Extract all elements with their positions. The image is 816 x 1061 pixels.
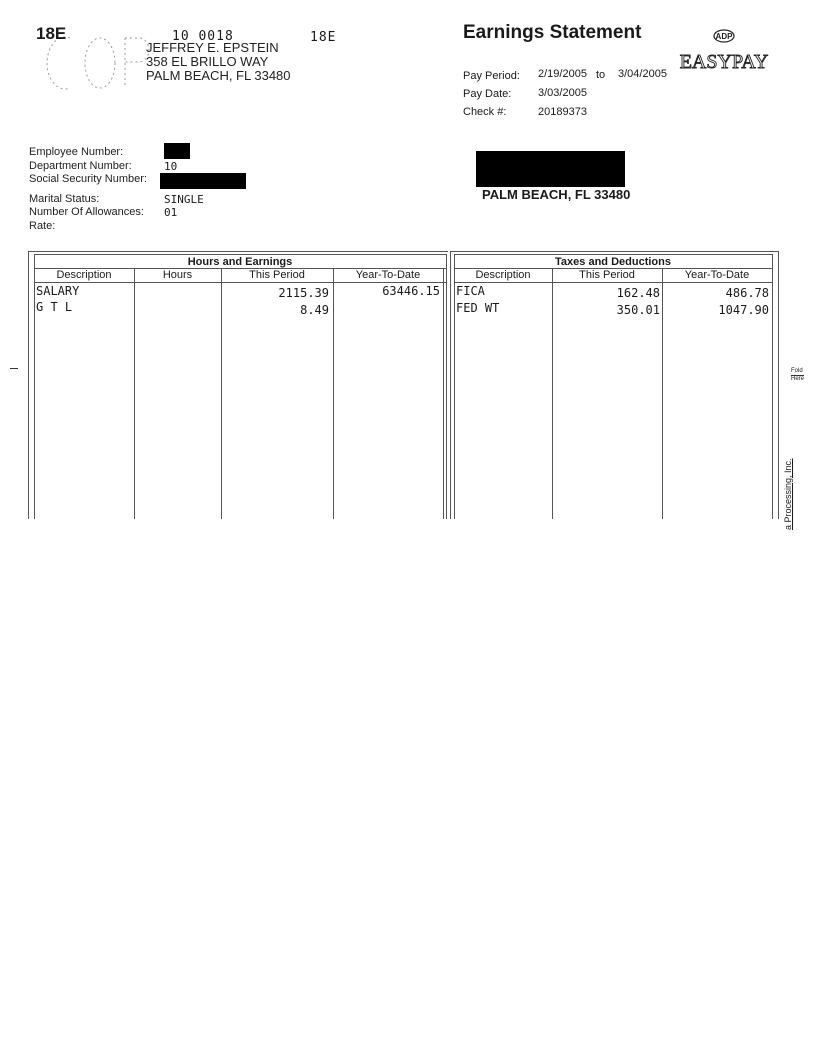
pay-period-to: to — [596, 69, 606, 81]
statement-title: Earnings Statement — [463, 22, 642, 43]
rate-label: Rate: — [29, 220, 56, 232]
taxes-row-2-ytd: 1047.90 — [718, 303, 769, 317]
redacted-ssn — [160, 173, 246, 189]
earnings-col-hours: Hours — [162, 269, 193, 281]
employee-address — [146, 41, 291, 83]
processing-footer-text: a Processing, Inc. — [783, 458, 793, 530]
earnings-col-description: Description — [56, 269, 112, 281]
allowances-value: 01 — [164, 206, 178, 219]
redacted-employer — [476, 151, 625, 187]
fold-here-mark — [791, 368, 804, 383]
ssn-label: Social Security Number: — [29, 173, 147, 185]
taxes-table-title: Taxes and Deductions — [555, 256, 671, 268]
address-line1: 358 EL BRILLO WAY — [146, 54, 269, 69]
fold-line1: Fold — [791, 368, 803, 374]
taxes-col-description: Description — [475, 269, 531, 281]
location-code-right: 18E — [310, 30, 337, 45]
address-line2: PALM BEACH, FL 33480 — [146, 68, 291, 83]
earnings-row-1-this-period: 2115.39 — [278, 286, 329, 300]
employee-number-label: Employee Number: — [29, 146, 124, 158]
pay-date-value: 3/03/2005 — [538, 87, 587, 99]
marital-status-label: Marital Status: — [29, 193, 100, 205]
left-fold-mark — [10, 368, 18, 369]
adp-easypay-logo — [679, 28, 769, 76]
department-number-value: 10 — [164, 160, 178, 173]
earnings-row-2-this-period: 8.49 — [300, 303, 329, 317]
company-number: 10 0018 — [172, 29, 234, 44]
redacted-employee-number — [164, 143, 190, 159]
taxes-row-2-this-period: 350.01 — [616, 303, 660, 317]
employee-name: JEFFREY E. EPSTEIN — [146, 40, 279, 55]
earnings-row-1-ytd: 63446.15 — [382, 284, 440, 298]
taxes-row-1-this-period: 162.48 — [616, 286, 660, 300]
earnings-col-this-period: This Period — [249, 269, 305, 281]
marital-status-value: SINGLE — [164, 193, 204, 206]
location-code: 18E — [36, 24, 67, 43]
pay-period-label: Pay Period: — [463, 70, 520, 82]
logo-product: EASYPAY — [679, 51, 769, 73]
logo-brand: ADP — [715, 32, 733, 41]
taxes-row-2-description: FED WT — [456, 301, 500, 315]
check-number-label: Check #: — [463, 106, 507, 118]
earnings-row-2-description: G T L — [36, 300, 73, 314]
fold-line2: Here — [791, 376, 805, 382]
pay-date-label: Pay Date: — [463, 88, 512, 100]
allowances-label: Number Of Allowances: — [29, 206, 144, 218]
pay-period-start: 2/19/2005 — [538, 68, 587, 80]
pay-period-end: 3/04/2005 — [618, 68, 667, 80]
taxes-row-1-ytd: 486.78 — [725, 286, 769, 300]
earnings-table-title: Hours and Earnings — [187, 256, 293, 268]
taxes-row-1-description: FICA — [456, 284, 485, 298]
check-number-value: 20189373 — [538, 106, 587, 118]
employer-city: PALM BEACH, FL 33480 — [482, 187, 631, 202]
department-number-label: Department Number: — [29, 160, 132, 172]
taxes-col-this-period: This Period — [579, 269, 635, 281]
taxes-col-ytd: Year-To-Date — [684, 269, 750, 281]
earnings-row-1-description: SALARY — [36, 284, 80, 298]
earnings-col-ytd: Year-To-Date — [355, 269, 421, 281]
